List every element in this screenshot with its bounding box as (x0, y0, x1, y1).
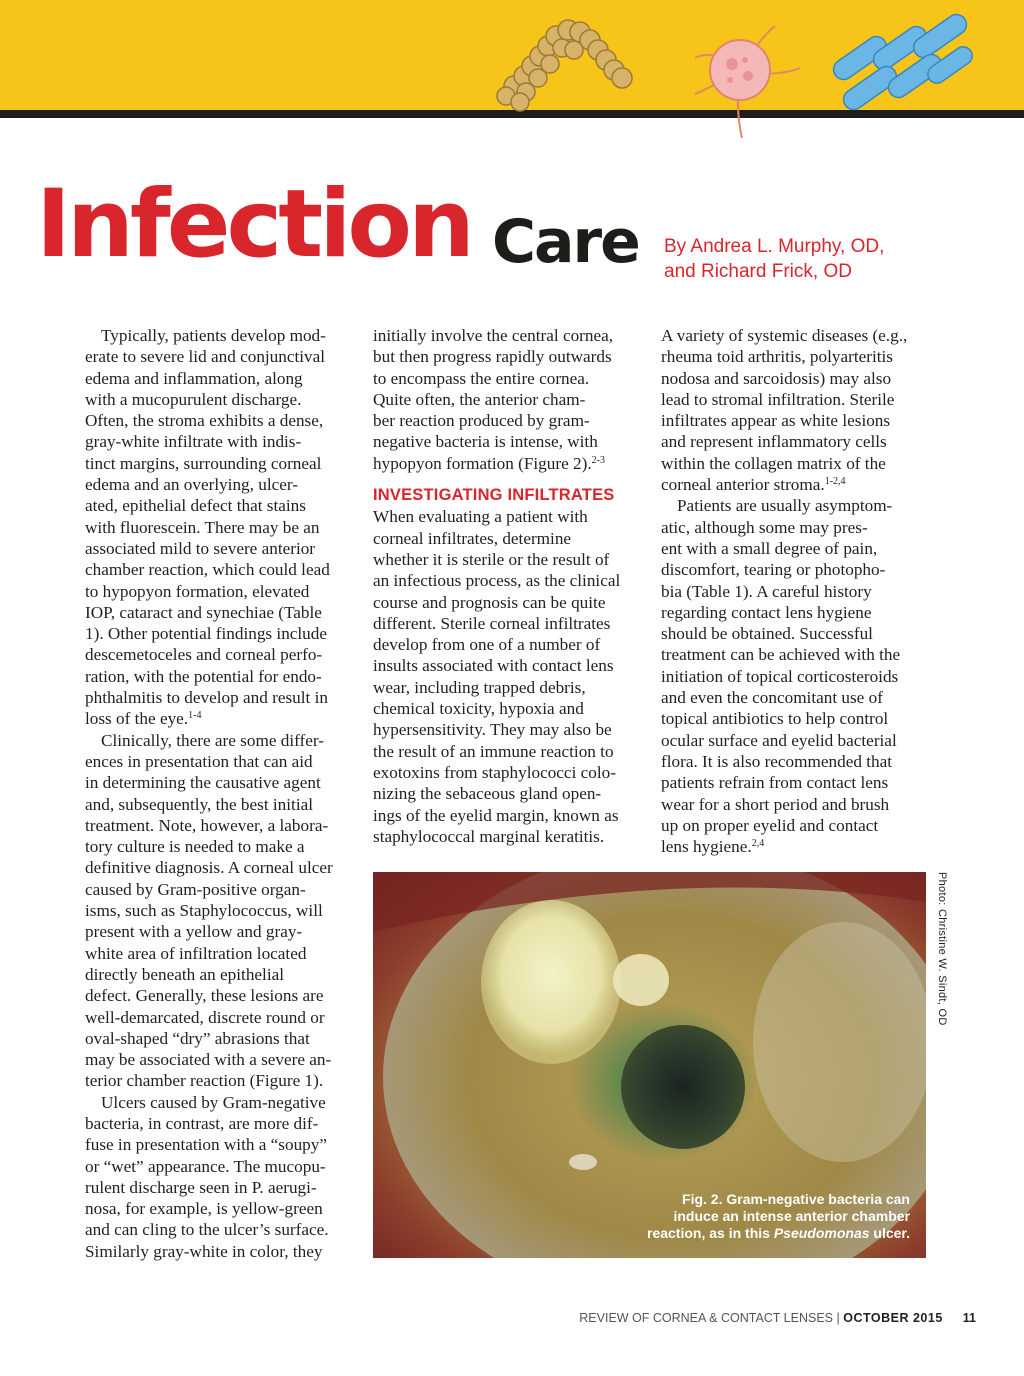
caption-text: reaction, as in this (647, 1225, 774, 1241)
body-line: treatment can be achieved with the (661, 645, 901, 665)
body-line: atic, although some may pres- (661, 517, 868, 537)
body-line: lead to stromal infiltration. Sterile (661, 389, 895, 409)
body-line (661, 836, 936, 857)
body-line: chamber reaction, which could lead (85, 560, 330, 580)
body-line (661, 474, 936, 495)
body-text: hypopyon formation (Figure 2). (373, 453, 592, 473)
body-line: phthalmitis to develop and result in (85, 688, 328, 708)
body-line: and even the concomitant use of (661, 688, 883, 708)
body-line: bia (Table 1). A careful history (661, 581, 872, 601)
body-line: isms, such as Staphylococcus, will (85, 901, 323, 921)
body-line: Typically, patients develop mod- (101, 326, 326, 345)
body-line: nizing the sebaceous gland open- (373, 784, 602, 804)
body-line: patients refrain from contact lens (661, 773, 889, 793)
body-line: exotoxins from staphylococci colo- (373, 762, 616, 782)
body-line: ration, with the potential for endo- (85, 666, 322, 686)
body-line: caused by Gram-positive organ- (85, 879, 306, 899)
body-line: defect. Generally, these lesions are (85, 986, 324, 1006)
body-line: develop from one of a number of (373, 635, 601, 655)
photo-credit: Photo: Christine W. Sindt, OD (936, 872, 948, 1026)
title-care: Care (492, 207, 639, 277)
body-line: an infectious process, as the clinical (373, 571, 621, 591)
reference-superscript: 2-3 (591, 454, 605, 466)
column-2 (373, 325, 641, 847)
column-1 (85, 325, 355, 1262)
reference-superscript: 1-2,4 (824, 476, 846, 488)
page-number: 11 (962, 1311, 976, 1325)
body-line: to encompass the entire cornea. (373, 368, 590, 388)
body-line: negative bacteria is intense, with (373, 432, 598, 452)
body-line: hypersensitivity. They may also be (373, 720, 612, 740)
body-line: associated mild to severe anterior (85, 538, 316, 558)
body-text: lens hygiene. (661, 837, 752, 857)
body-line: 1). Other potential findings include (85, 624, 328, 644)
title-infection: Infection (36, 170, 471, 279)
body-line: oval-shaped “dry” abrasions that (85, 1028, 310, 1048)
body-line: nodosa and sarcoidosis) may also (661, 368, 892, 388)
body-line: corneal infiltrates, determine (373, 528, 572, 548)
body-line: Similarly gray-white in color, they (85, 1241, 323, 1261)
body-line (85, 708, 355, 729)
body-line: and, subsequently, the best initial (85, 794, 314, 814)
body-line: staphylococcal marginal keratitis. (373, 826, 605, 846)
body-line: Quite often, the anterior cham- (373, 389, 586, 409)
body-line: ated, epithelial defect that stains (85, 496, 306, 516)
body-line: edema and an overlying, ulcer- (85, 475, 298, 495)
byline-line-1: By Andrea L. Murphy, OD, (664, 236, 885, 257)
body-line: white area of infiltration located (85, 943, 307, 963)
body-line: or “wet” appearance. The mucopu- (85, 1156, 326, 1176)
body-line: ocular surface and eyelid bacterial (661, 730, 897, 750)
body-line: in determining the causative agent (85, 773, 321, 793)
body-line: IOP, cataract and synechiae (Table (85, 602, 322, 622)
body-line: gray-white infiltrate with indis- (85, 432, 302, 452)
body-line: and represent inflammatory cells (661, 432, 887, 452)
body-line: treatment. Note, however, a labora- (85, 815, 329, 835)
byline (664, 234, 884, 284)
body-line: whether it is sterile or the result of (373, 549, 610, 569)
body-line: well-demarcated, discrete round or (85, 1007, 325, 1027)
body-line: present with a yellow and gray- (85, 922, 303, 942)
body-line: tory culture is needed to make a (85, 837, 305, 857)
body-line: rheuma toid arthritis, polyarteritis (661, 347, 893, 367)
figure-photo (373, 872, 926, 1258)
column-3 (661, 325, 936, 857)
body-line: but then progress rapidly outwards (373, 347, 612, 367)
body-line: should be obtained. Successful (661, 624, 873, 644)
body-line: to hypopyon formation, elevated (85, 581, 310, 601)
caption-species: Pseudomonas (773, 1225, 870, 1241)
body-line: with fluorescein. There may be an (85, 517, 320, 537)
body-line: infiltrates appear as white lesions (661, 411, 891, 431)
section-heading: INVESTIGATING INFILTRATES (373, 486, 615, 505)
body-text: loss of the eye. (85, 709, 189, 729)
reference-superscript: 2,4 (751, 838, 765, 850)
body-line: up on proper eyelid and contact (661, 815, 879, 835)
body-line (373, 453, 641, 474)
body-line: and can cling to the ulcer’s surface. (85, 1220, 329, 1240)
body-line: ences in presentation that can aid (85, 751, 313, 771)
caption-line: Fig. 2. Gram-negative bacteria can (682, 1191, 910, 1207)
body-line: tinct margins, surrounding corneal (85, 453, 322, 473)
body-line: rulent discharge seen in P. aerugi- (85, 1177, 317, 1197)
body-line: fuse in presentation with a “soupy” (85, 1135, 327, 1155)
germ-illustration (490, 8, 980, 138)
body-line: descemetoceles and corneal perfo- (85, 645, 323, 665)
body-line: insults associated with contact lens (373, 656, 614, 676)
page-footer (579, 1311, 976, 1325)
body-line: may be associated with a severe an- (85, 1050, 332, 1070)
body-line: Often, the stroma exhibits a dense, (85, 411, 324, 431)
caption-line: induce an intense anterior chamber (673, 1208, 910, 1224)
journal-name: REVIEW OF CORNEA & CONTACT LENSES | (579, 1311, 844, 1325)
cell-icon (695, 26, 800, 138)
body-line: wear for a short period and brush (661, 794, 890, 814)
caption-line (647, 1225, 910, 1242)
body-line: terior chamber reaction (Figure 1). (85, 1071, 324, 1091)
body-line: directly beneath an epithelial (85, 964, 284, 984)
figure-caption (647, 1191, 910, 1242)
body-line: ent with a small degree of pain, (661, 538, 878, 558)
body-line: chemical toxicity, hypoxia and (373, 699, 584, 719)
body-line: Ulcers caused by Gram-negative (101, 1092, 326, 1112)
body-line: ings of the eyelid margin, known as (373, 805, 619, 825)
body-line: Clinically, there are some differ- (101, 730, 324, 750)
body-line: Patients are usually asymptom- (677, 496, 893, 516)
body-line: regarding contact lens hygiene (661, 602, 872, 622)
body-line: When evaluating a patient with (373, 507, 588, 527)
caption-text: ulcer. (869, 1225, 910, 1241)
body-line: with a mucopurulent discharge. (85, 389, 302, 409)
body-line: A variety of systemic diseases (e.g., (661, 326, 908, 345)
body-line: flora. It is also recommended that (661, 751, 892, 771)
body-line: discomfort, tearing or photopho- (661, 560, 886, 580)
body-line: bacteria, in contrast, are more dif- (85, 1113, 319, 1133)
body-line: initially involve the central cornea, (373, 326, 614, 345)
body-line: erate to severe lid and conjunctival (85, 347, 326, 367)
body-line: definitive diagnosis. A corneal ulcer (85, 858, 333, 878)
body-line: topical antibiotics to help control (661, 709, 889, 729)
body-text: corneal anterior stroma. (661, 475, 825, 495)
body-line: nosa, for example, is yellow-green (85, 1199, 323, 1219)
bacilli-icon (830, 11, 976, 114)
byline-line-2: and Richard Frick, OD (664, 261, 852, 282)
body-line: wear, including trapped debris, (373, 677, 586, 697)
body-line: course and prognosis can be quite (373, 592, 606, 612)
body-line: ber reaction produced by gram- (373, 411, 590, 431)
body-line: edema and inflammation, along (85, 368, 303, 388)
body-line: different. Sterile corneal infiltrates (373, 613, 611, 633)
body-line: within the collagen matrix of the (661, 453, 886, 473)
cocci-chain-icon (497, 20, 632, 111)
issue-date: OCTOBER 2015 (843, 1311, 943, 1325)
body-line: the result of an immune reaction to (373, 741, 614, 761)
reference-superscript: 1-4 (188, 710, 202, 722)
body-line: initiation of topical corticosteroids (661, 666, 899, 686)
